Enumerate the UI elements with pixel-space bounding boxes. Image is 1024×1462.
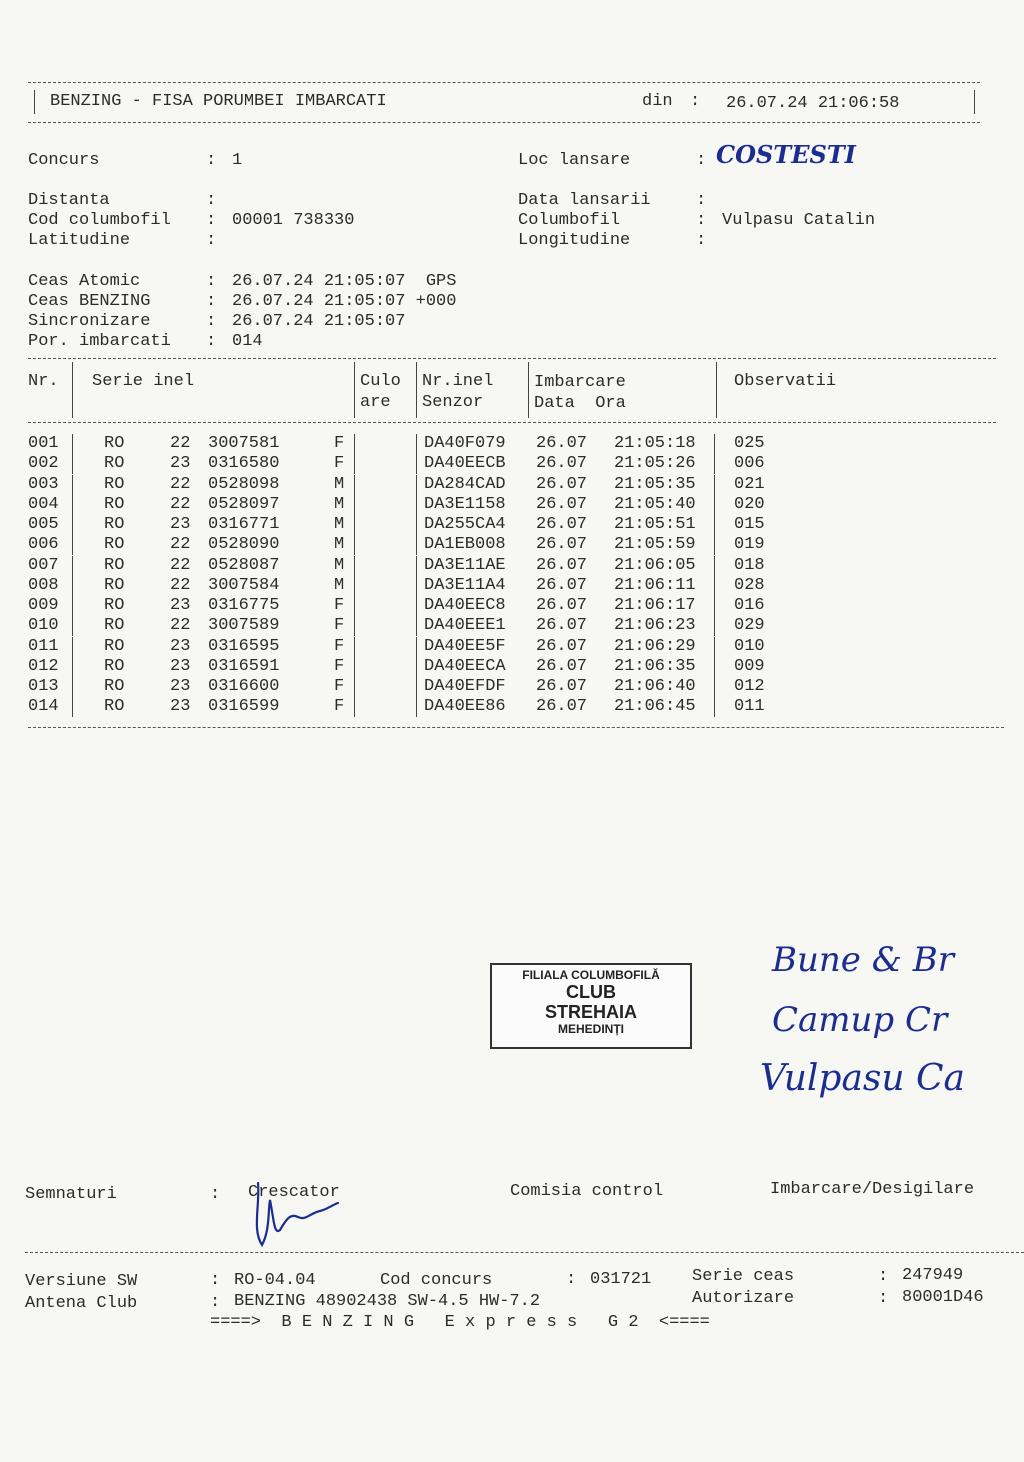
autorizare-label: Autorizare	[692, 1289, 795, 1308]
serie-ceas-label: Serie ceas	[692, 1267, 795, 1286]
row-year: 23	[170, 656, 191, 676]
row-column-separator	[416, 556, 417, 576]
row-observation: 009	[734, 656, 765, 676]
row-time: 21:05:26	[614, 454, 696, 474]
row-nr: 003	[28, 474, 59, 494]
data-lansarii-colon: :	[696, 191, 707, 210]
row-column-separator	[416, 637, 417, 657]
sincronizare-label: Sincronizare	[28, 312, 151, 331]
row-column-separator	[416, 677, 417, 697]
row-observation: 029	[734, 616, 765, 636]
row-sex: F	[334, 434, 345, 453]
columbofil-value: Vulpasu Catalin	[722, 211, 876, 230]
row-column-separator	[416, 535, 417, 555]
table-top-rule	[28, 358, 996, 359]
row-date: 26.07	[536, 474, 588, 494]
table-row	[0, 454, 1000, 474]
stamp-line-2: CLUB	[566, 982, 616, 1002]
row-sex: M	[334, 494, 345, 514]
row-observation: 015	[734, 515, 765, 534]
table-row	[0, 556, 1000, 576]
versiune-colon: :	[210, 1271, 221, 1290]
autorizare-colon: :	[878, 1289, 889, 1308]
row-country: RO	[104, 656, 125, 676]
por-imbarcati-colon: :	[206, 332, 217, 351]
distanta-label: Distanta	[28, 191, 110, 210]
ceas-atomic-value: 26.07.24 21:05:07 GPS	[232, 272, 457, 291]
row-column-separator	[714, 556, 715, 576]
row-column-separator	[72, 596, 73, 616]
header-left-border	[34, 90, 35, 114]
row-column-separator	[416, 515, 417, 535]
row-date: 26.07	[536, 596, 588, 615]
row-sensor: DA40F079	[424, 434, 506, 453]
row-year: 22	[170, 494, 191, 514]
table-bottom-rule	[28, 727, 1004, 728]
row-observation: 010	[734, 636, 765, 656]
row-ring-number: 0316599	[208, 697, 280, 717]
row-year: 23	[170, 596, 191, 615]
din-colon: :	[690, 92, 701, 111]
row-year: 23	[170, 697, 191, 717]
row-column-separator	[354, 576, 355, 596]
row-sensor: DA3E1158	[424, 494, 506, 514]
row-date: 26.07	[536, 575, 588, 595]
latitudine-colon: :	[206, 231, 217, 250]
club-stamp	[490, 963, 692, 1049]
row-country: RO	[104, 434, 125, 453]
row-observation: 025	[734, 434, 765, 453]
row-column-separator	[416, 434, 417, 454]
header-bottom-rule	[28, 122, 980, 123]
table-row	[0, 576, 1000, 596]
row-time: 21:05:40	[614, 494, 696, 514]
row-ring-number: 3007589	[208, 616, 280, 636]
row-date: 26.07	[536, 677, 588, 696]
table-row	[0, 596, 1000, 616]
table-row	[0, 475, 1000, 495]
serie-ceas-value: 247949	[902, 1266, 964, 1285]
row-nr: 010	[28, 616, 59, 636]
row-column-separator	[354, 657, 355, 677]
antena-label: Antena Club	[25, 1294, 138, 1313]
row-date: 26.07	[536, 636, 588, 656]
row-observation: 018	[734, 555, 765, 575]
row-column-separator	[714, 576, 715, 596]
row-observation: 012	[734, 677, 765, 696]
row-country: RO	[104, 616, 125, 636]
din-label: din	[642, 92, 673, 111]
row-column-separator	[354, 637, 355, 657]
handwritten-line-2: Camup Cr	[772, 1000, 948, 1040]
header-right-border	[974, 90, 975, 114]
semnaturi-colon: :	[210, 1185, 221, 1204]
row-ring-number: 0316580	[208, 454, 280, 474]
crescator-label: Crescator	[248, 1183, 340, 1202]
row-time: 21:05:51	[614, 515, 696, 534]
cod-columbofil-value: 00001 738330	[232, 211, 355, 230]
row-sex: M	[334, 515, 345, 534]
row-column-separator	[354, 515, 355, 535]
row-time: 21:06:23	[614, 616, 696, 636]
row-country: RO	[104, 555, 125, 575]
row-column-separator	[714, 454, 715, 474]
row-nr: 009	[28, 596, 59, 615]
row-country: RO	[104, 494, 125, 514]
table-row	[0, 697, 1000, 717]
th-culoare-1: Culo	[360, 372, 401, 391]
row-observation: 016	[734, 596, 765, 615]
th-culoare-2: are	[360, 393, 391, 412]
concurs-label: Concurs	[28, 151, 100, 170]
row-sensor: DA40EECB	[424, 454, 506, 474]
row-sex: F	[334, 596, 345, 615]
row-date: 26.07	[536, 454, 588, 474]
row-sensor: DA40EE86	[424, 697, 506, 717]
row-sex: F	[334, 677, 345, 696]
col-sep-3	[416, 362, 417, 418]
row-column-separator	[714, 596, 715, 616]
longitudine-label: Longitudine	[518, 231, 631, 250]
row-sex: M	[334, 575, 345, 595]
row-column-separator	[72, 657, 73, 677]
row-column-separator	[72, 616, 73, 636]
cod-concurs-colon: :	[566, 1270, 577, 1289]
row-country: RO	[104, 474, 125, 494]
row-column-separator	[714, 616, 715, 636]
row-nr: 008	[28, 575, 59, 595]
table-row	[0, 616, 1000, 636]
row-date: 26.07	[536, 697, 588, 717]
distanta-colon: :	[206, 191, 217, 210]
row-ring-number: 3007581	[208, 434, 280, 453]
row-column-separator	[416, 454, 417, 474]
row-time: 21:05:59	[614, 535, 696, 555]
row-time: 21:06:35	[614, 656, 696, 676]
col-sep-2	[354, 362, 355, 418]
row-column-separator	[354, 495, 355, 515]
concurs-colon: :	[206, 151, 217, 170]
row-nr: 012	[28, 656, 59, 676]
row-nr: 005	[28, 515, 59, 534]
row-column-separator	[714, 495, 715, 515]
header-datetime: 26.07.24 21:06:58	[726, 94, 900, 113]
row-nr: 004	[28, 494, 59, 514]
table-row	[0, 515, 1000, 535]
row-time: 21:05:18	[614, 434, 696, 453]
stamp-line-4: MEHEDINȚI	[558, 1022, 624, 1036]
row-time: 21:06:17	[614, 596, 696, 615]
th-serie-inel: Serie inel	[92, 372, 195, 391]
row-column-separator	[72, 677, 73, 697]
row-nr: 011	[28, 636, 59, 656]
row-column-separator	[354, 616, 355, 636]
col-sep-1	[72, 362, 73, 418]
th-imbarcare-2: Data Ora	[534, 394, 626, 413]
versiune-label: Versiune SW	[25, 1272, 138, 1291]
table-row	[0, 434, 1000, 454]
row-column-separator	[714, 697, 715, 717]
antena-colon: :	[210, 1293, 221, 1312]
row-column-separator	[354, 434, 355, 454]
row-date: 26.07	[536, 535, 588, 555]
row-sensor: DA40EE5F	[424, 636, 506, 656]
table-row	[0, 677, 1000, 697]
th-imbarcare-1: Imbarcare	[534, 373, 626, 392]
row-column-separator	[714, 637, 715, 657]
table-row	[0, 495, 1000, 515]
row-country: RO	[104, 575, 125, 595]
row-sensor: DA255CA4	[424, 515, 506, 534]
row-column-separator	[416, 596, 417, 616]
concurs-value: 1	[232, 151, 243, 170]
cod-columbofil-colon: :	[206, 211, 217, 230]
row-column-separator	[714, 657, 715, 677]
handwritten-line-1: Bune & Br	[772, 940, 955, 980]
row-time: 21:06:05	[614, 555, 696, 575]
row-country: RO	[104, 677, 125, 696]
row-nr: 013	[28, 677, 59, 696]
row-date: 26.07	[536, 656, 588, 676]
sincronizare-value: 26.07.24 21:05:07	[232, 312, 406, 331]
row-observation: 006	[734, 454, 765, 474]
row-ring-number: 3007584	[208, 575, 280, 595]
row-column-separator	[714, 515, 715, 535]
row-nr: 006	[28, 535, 59, 555]
crescator-signature	[240, 1175, 350, 1255]
row-sensor: DA3E11AE	[424, 555, 506, 575]
row-nr: 007	[28, 555, 59, 575]
row-country: RO	[104, 535, 125, 555]
cod-concurs-value: 031721	[590, 1270, 652, 1289]
row-sensor: DA40EECA	[424, 656, 506, 676]
stamp-line-3: STREHAIA	[544, 1002, 637, 1022]
row-column-separator	[72, 697, 73, 717]
row-observation: 021	[734, 474, 765, 494]
table-row	[0, 637, 1000, 657]
row-column-separator	[354, 535, 355, 555]
columbofil-label: Columbofil	[518, 211, 621, 230]
document-title: BENZING - FISA PORUMBEI IMBARCATI	[50, 92, 387, 111]
row-sensor: DA40EEE1	[424, 616, 506, 636]
row-sensor: DA3E11A4	[424, 575, 506, 595]
ceas-atomic-label: Ceas Atomic	[28, 272, 141, 291]
columbofil-colon: :	[696, 211, 707, 230]
row-country: RO	[104, 697, 125, 717]
row-sex: F	[334, 616, 345, 636]
imbarcare-desigilare-label: Imbarcare/Desigilare	[770, 1180, 975, 1199]
row-year: 23	[170, 515, 191, 534]
row-year: 22	[170, 555, 191, 575]
benzing-banner: ====> B E N Z I N G E x p r e s s G 2 <====	[210, 1313, 710, 1332]
row-ring-number: 0528087	[208, 555, 280, 575]
loc-lansare-colon: :	[696, 151, 707, 170]
row-date: 26.07	[536, 515, 588, 534]
row-column-separator	[714, 677, 715, 697]
row-country: RO	[104, 636, 125, 656]
row-date: 26.07	[536, 494, 588, 514]
stamp-line-1: FILIALA COLUMBOFILĂ	[522, 968, 660, 982]
row-column-separator	[714, 535, 715, 555]
th-observatii: Observatii	[734, 372, 837, 391]
row-column-separator	[72, 535, 73, 555]
th-nr-inel-2: Senzor	[422, 393, 484, 412]
row-ring-number: 0316771	[208, 515, 280, 534]
row-observation: 028	[734, 575, 765, 595]
antena-value: BENZING 48902438 SW-4.5 HW-7.2	[234, 1292, 541, 1311]
cod-columbofil-label: Cod columbofil	[28, 211, 171, 230]
header-top-rule	[28, 82, 980, 83]
row-column-separator	[416, 657, 417, 677]
table-header-rule	[28, 422, 996, 423]
row-column-separator	[72, 454, 73, 474]
semnaturi-label: Semnaturi	[25, 1185, 117, 1204]
col-sep-5	[716, 362, 717, 418]
row-country: RO	[104, 454, 125, 474]
row-time: 21:05:35	[614, 474, 696, 494]
row-date: 26.07	[536, 616, 588, 636]
latitudine-label: Latitudine	[28, 231, 131, 250]
row-ring-number: 0528097	[208, 494, 280, 514]
th-nr: Nr.	[28, 372, 59, 391]
serie-ceas-colon: :	[878, 1267, 889, 1286]
ceas-benzing-colon: :	[206, 292, 217, 311]
longitudine-colon: :	[696, 231, 707, 250]
row-column-separator	[416, 475, 417, 495]
row-sensor: DA40EEC8	[424, 596, 506, 615]
row-sex: M	[334, 474, 345, 494]
footer-rule	[25, 1252, 1024, 1253]
row-ring-number: 0528090	[208, 535, 280, 555]
row-sex: F	[334, 454, 345, 474]
row-sex: M	[334, 555, 345, 575]
row-column-separator	[354, 677, 355, 697]
table-row	[0, 657, 1000, 677]
handwritten-line-3: Vulpasu Ca	[760, 1058, 966, 1099]
row-sensor: DA284CAD	[424, 474, 506, 494]
loc-lansare-label: Loc lansare	[518, 151, 631, 170]
row-sex: F	[334, 656, 345, 676]
row-year: 22	[170, 616, 191, 636]
row-year: 22	[170, 575, 191, 595]
row-year: 22	[170, 535, 191, 555]
comisia-control-label: Comisia control	[510, 1182, 664, 1201]
row-year: 22	[170, 434, 191, 453]
loc-lansare-handwritten: COSTESTI	[716, 140, 856, 169]
row-nr: 001	[28, 434, 59, 453]
row-column-separator	[354, 596, 355, 616]
row-sensor: DA1EB008	[424, 535, 506, 555]
row-column-separator	[416, 576, 417, 596]
row-nr: 002	[28, 454, 59, 474]
row-column-separator	[72, 637, 73, 657]
ceas-benzing-label: Ceas BENZING	[28, 292, 151, 311]
row-column-separator	[714, 434, 715, 454]
row-observation: 019	[734, 535, 765, 555]
row-year: 23	[170, 677, 191, 696]
row-observation: 020	[734, 494, 765, 514]
row-time: 21:06:40	[614, 677, 696, 696]
ceas-atomic-colon: :	[206, 272, 217, 291]
row-year: 23	[170, 636, 191, 656]
row-column-separator	[72, 515, 73, 535]
autorizare-value: 80001D46	[902, 1288, 984, 1307]
row-time: 21:06:45	[614, 697, 696, 717]
por-imbarcati-value: 014	[232, 332, 263, 351]
row-country: RO	[104, 596, 125, 615]
row-time: 21:06:11	[614, 575, 696, 595]
row-column-separator	[72, 556, 73, 576]
row-date: 26.07	[536, 555, 588, 575]
col-sep-4	[528, 362, 529, 418]
row-column-separator	[354, 454, 355, 474]
row-sensor: DA40EFDF	[424, 677, 506, 696]
row-ring-number: 0316595	[208, 636, 280, 656]
row-time: 21:06:29	[614, 636, 696, 656]
row-column-separator	[72, 434, 73, 454]
row-sex: M	[334, 535, 345, 555]
versiune-value: RO-04.04	[234, 1271, 316, 1290]
row-column-separator	[416, 495, 417, 515]
row-country: RO	[104, 515, 125, 534]
row-year: 22	[170, 474, 191, 494]
row-year: 23	[170, 454, 191, 474]
sincronizare-colon: :	[206, 312, 217, 331]
row-column-separator	[72, 475, 73, 495]
th-nr-inel-1: Nr.inel	[422, 372, 494, 391]
data-lansarii-label: Data lansarii	[518, 191, 651, 210]
row-column-separator	[354, 556, 355, 576]
row-column-separator	[416, 616, 417, 636]
ceas-benzing-value: 26.07.24 21:05:07 +000	[232, 292, 457, 311]
row-nr: 014	[28, 697, 59, 717]
row-column-separator	[416, 697, 417, 717]
row-column-separator	[354, 475, 355, 495]
row-observation: 011	[734, 697, 765, 717]
por-imbarcati-label: Por. imbarcati	[28, 332, 171, 351]
row-column-separator	[354, 697, 355, 717]
row-sex: F	[334, 636, 345, 656]
row-ring-number: 0316591	[208, 656, 280, 676]
row-ring-number: 0316600	[208, 677, 280, 696]
row-column-separator	[72, 495, 73, 515]
row-column-separator	[714, 475, 715, 495]
cod-concurs-label: Cod concurs	[380, 1271, 493, 1290]
row-column-separator	[72, 576, 73, 596]
row-ring-number: 0316775	[208, 596, 280, 615]
row-date: 26.07	[536, 434, 588, 453]
table-row	[0, 535, 1000, 555]
row-sex: F	[334, 697, 345, 717]
row-ring-number: 0528098	[208, 474, 280, 494]
